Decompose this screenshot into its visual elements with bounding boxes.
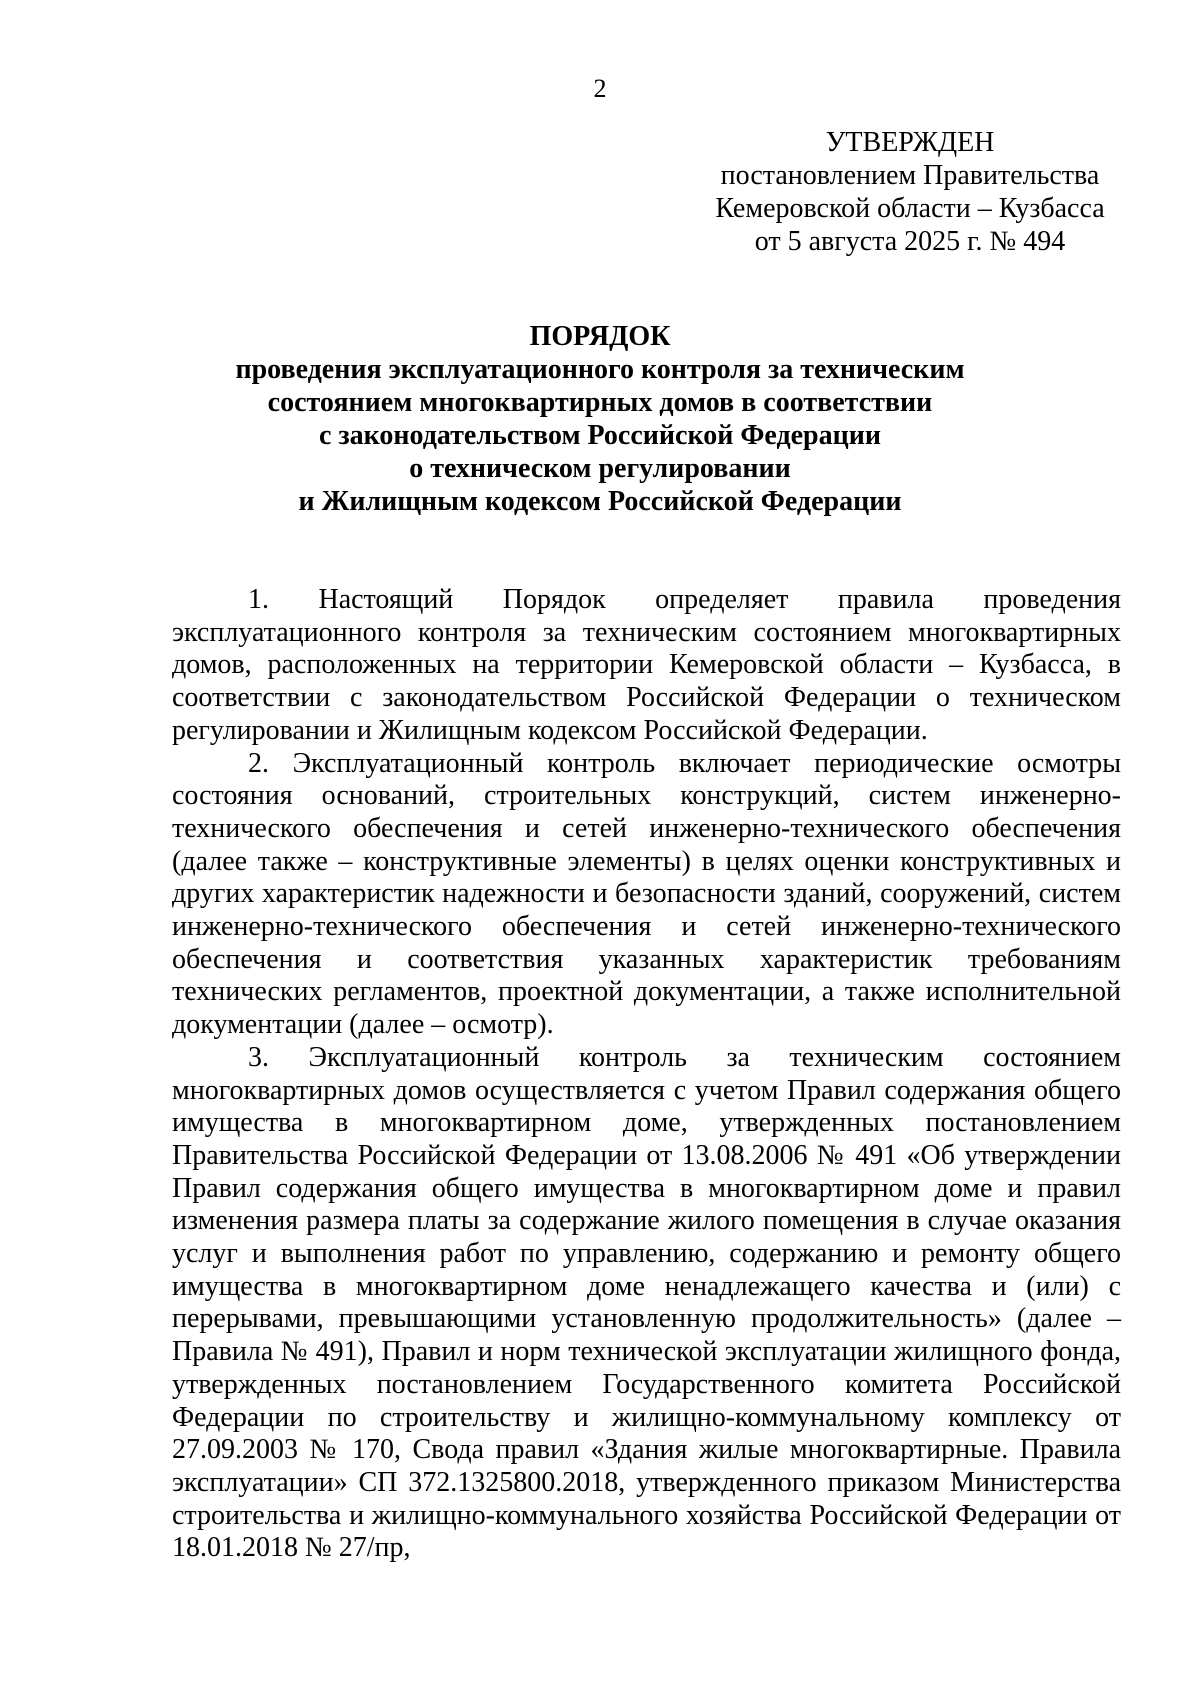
document-body — [172, 584, 1121, 1565]
paragraph-1: 1. Настоящий Порядок определяет правила проведения эксплуатационного контроля за техническим состоянием многоквартирных домов, расположенных на территории Кемеровской области – Кузбасса, в соответствии с законодательством Российской Федерации о техническом регулировании и Жилищным кодексом Российской Федерации. — [172, 584, 1121, 746]
approval-stamp — [700, 126, 1120, 258]
title-line: с законодательством Российской Федерации — [318, 420, 882, 451]
title-heading: ПОРЯДОК — [529, 321, 671, 352]
approval-title: УТВЕРЖДЕН — [825, 127, 995, 158]
title-line: проведения эксплуатационного контроля за техническим — [235, 354, 965, 385]
title-line: и Жилищным кодексом Российской Федерации — [298, 486, 902, 517]
title-line: о техническом регулировании — [409, 453, 791, 484]
title-line: состоянием многоквартирных домов в соответствии — [267, 387, 933, 418]
approval-line-region: Кемеровской области – Кузбасса — [715, 193, 1105, 224]
approval-line-date: от 5 августа 2025 г. № 494 — [754, 226, 1066, 257]
paragraph-2: 2. Эксплуатационный контроль включает периодические осмотры состояния оснований, строительных конструкций, систем инженерно-технического обеспечения и сетей инженерно-технического обеспечения (далее также – конструктивные элементы) в целях оценки конструктивных и других характеристик надежности и безопасности зданий, сооружений, систем инженерно-технического обеспечения и сетей инженерно-технического обеспечения и соответствия указанных характеристик требованиям технических регламентов, проектной документации, а также исполнительной документации (далее – осмотр). — [172, 747, 1121, 1041]
document-title — [150, 320, 1050, 518]
paragraph-3: 3. Эксплуатационный контроль за техническим состоянием многоквартирных домов осуществляется с учетом Правил содержания общего имущества в многоквартирном доме, утвержденных постановлением Правительства Российской Федерации от 13.08.2006 № 491 «Об утверждении Правил содержания общего имущества в многоквартирном доме и правил изменения размера платы за содержание жилого помещения в случае оказания услуг и выполнения работ по управлению, содержанию и ремонту общего имущества в многоквартирном доме ненадлежащего качества и (или) с перерывами, превышающими установленную продолжительность» (далее – Правила № 491), Правил и норм технической эксплуатации жилищного фонда, утвержденных постановлением Государственного комитета Российской Федерации по строительству и жилищно-коммунальному комплексу от 27.09.2003 № 170, Свода правил «Здания жилые многоквартирные. Правила эксплуатации» СП 372.1325800.2018, утвержденного приказом Министерства строительства и жилищно-коммунального хозяйства Российской Федерации от 18.01.2018 № 27/пр, — [172, 1041, 1121, 1564]
approval-line-decree: постановлением Правительства — [720, 160, 1100, 191]
page-number: 2 — [593, 74, 607, 103]
